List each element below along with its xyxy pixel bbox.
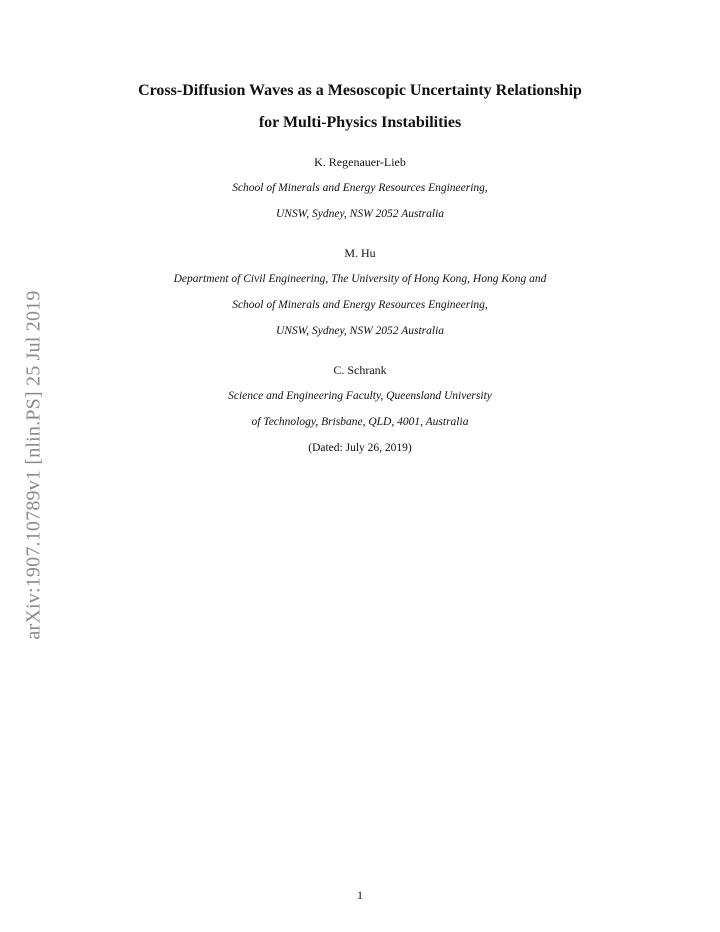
affiliation-line: School of Minerals and Energy Resources Engineering, bbox=[232, 182, 488, 194]
paper-title-line-2: for Multi-Physics Instabilities bbox=[258, 114, 462, 131]
page-number: 1 bbox=[357, 888, 363, 902]
affiliation-line: School of Minerals and Energy Resources Engineering, bbox=[232, 299, 488, 311]
author-name-schrank: C. Schrank bbox=[333, 363, 387, 377]
dated-line: (Dated: July 26, 2019) bbox=[308, 442, 412, 454]
affiliation-line: UNSW, Sydney, NSW 2052 Australia bbox=[275, 208, 445, 220]
affiliation-line: Department of Civil Engineering, The University of Hong Kong, Hong Kong and bbox=[173, 273, 547, 285]
arxiv-identifier-stamp: arXiv:1907.10789v1 [nlin.PS] 25 Jul 2019 bbox=[22, 290, 45, 640]
affiliation-line: of Technology, Brisbane, QLD, 4001, Australia bbox=[251, 416, 469, 428]
author-name-regenauer-lieb: K. Regenauer-Lieb bbox=[314, 155, 406, 169]
affiliation-line: Science and Engineering Faculty, Queensland University bbox=[228, 390, 492, 402]
author-name-hu: M. Hu bbox=[344, 246, 376, 260]
paper-title-line-1: Cross-Diffusion Waves as a Mesoscopic Uncertainty Relationship bbox=[138, 82, 582, 99]
affiliation-line: UNSW, Sydney, NSW 2052 Australia bbox=[275, 325, 445, 337]
